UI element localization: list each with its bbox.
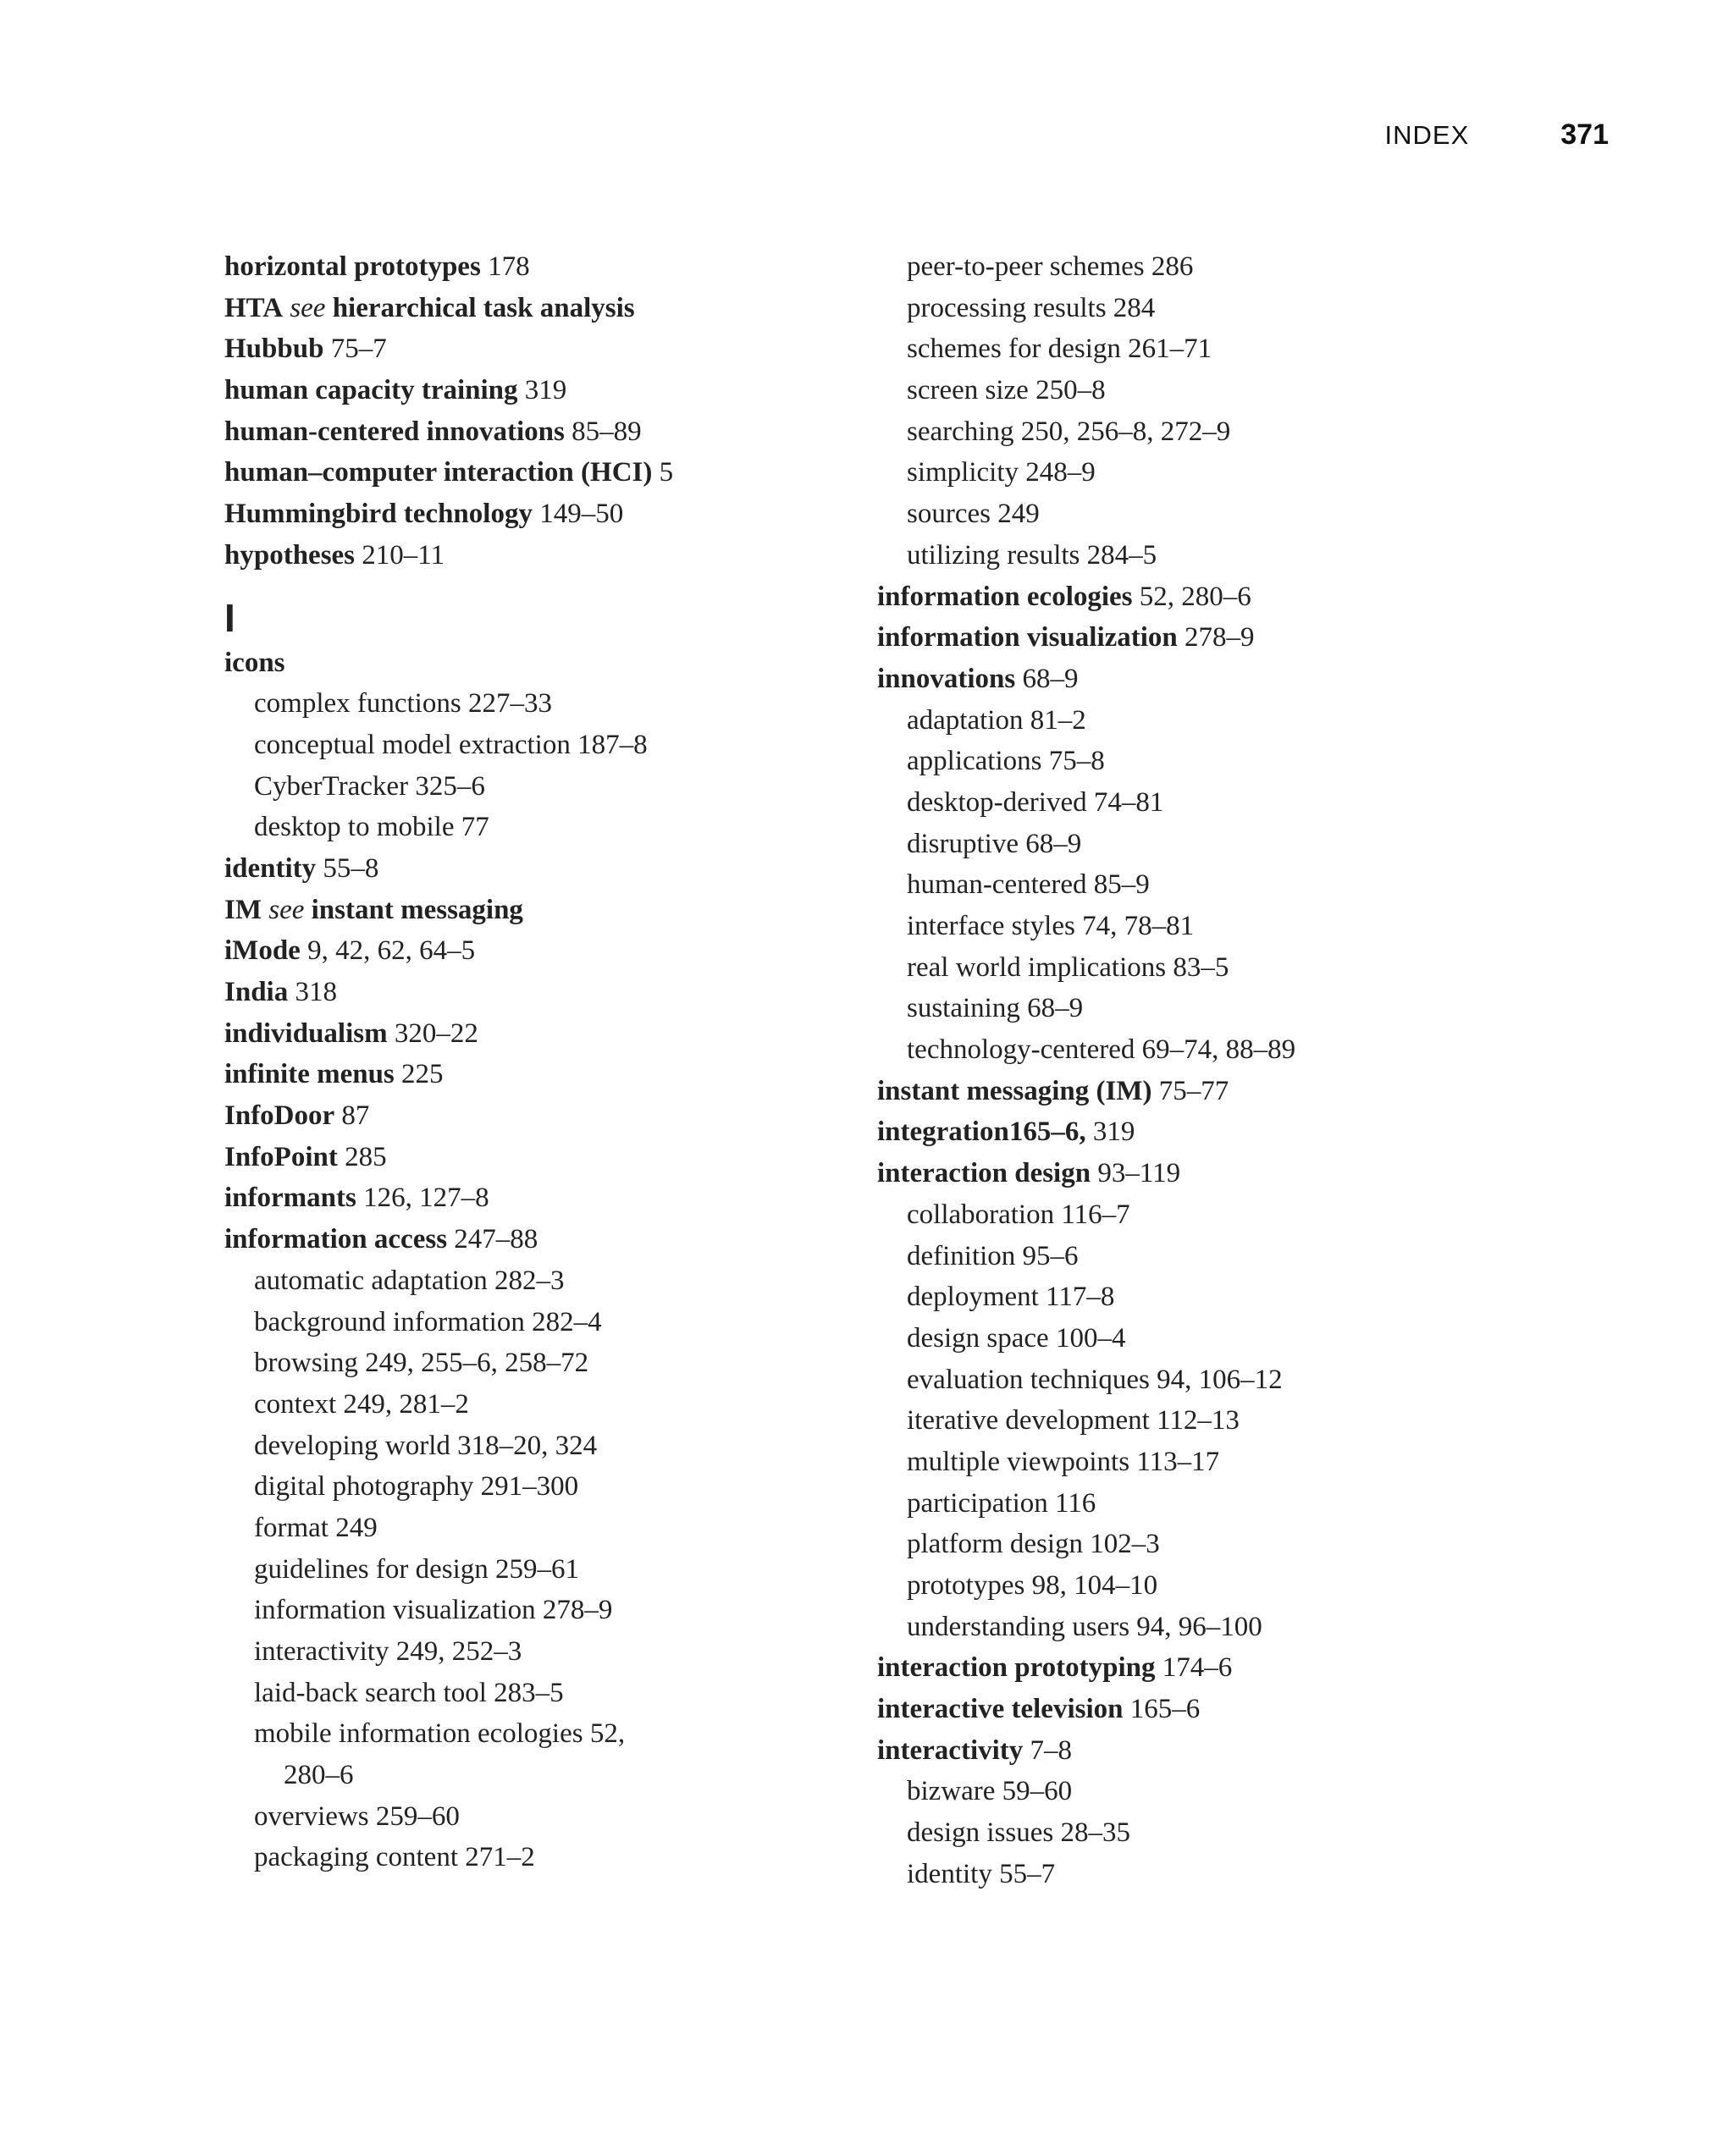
index-subentry: simplicity 248–9 (907, 457, 1096, 488)
index-subentry: automatic adaptation 282–3 (254, 1265, 565, 1296)
running-head (1385, 119, 1609, 152)
entry-term: horizontal prototypes (224, 251, 481, 282)
index-subentry: peer-to-peer schemes 286 (907, 251, 1194, 282)
cross-reference-entry (224, 288, 868, 329)
entry-pages: 320–22 (394, 1017, 478, 1049)
entry-term: interaction design (877, 1158, 1091, 1189)
index-subentry: laid-back search tool 283–5 (254, 1677, 564, 1708)
index-column-right (877, 246, 1605, 1895)
entry-pages: 165–6 (1129, 1694, 1201, 1725)
index-subentry: participation 116 (907, 1487, 1096, 1519)
index-entry (877, 659, 1605, 700)
index-entries-h (224, 246, 868, 576)
index-entry (224, 411, 868, 453)
see-word: see (268, 894, 305, 925)
entry-term: HTA (224, 292, 284, 323)
index-subentry: CyberTracker 325–6 (254, 770, 485, 802)
index-subentry: bizware 59–60 (907, 1776, 1073, 1807)
index-entry (224, 535, 868, 576)
index-entry (224, 930, 868, 972)
see-target: instant messaging (311, 894, 523, 925)
entry-term: human capacity training (224, 375, 518, 406)
see-word: see (290, 292, 326, 323)
index-entry (224, 1095, 868, 1137)
entry-pages: 9, 42, 62, 64–5 (307, 935, 476, 967)
entry-pages: 75–7 (330, 334, 387, 365)
entry-term: information visualization (877, 622, 1178, 653)
entry-pages: 247–88 (454, 1224, 538, 1255)
index-subentry-continuation: 280–6 (284, 1760, 354, 1791)
entry-term: human–computer interaction (HCI) (224, 457, 653, 488)
index-entries-continued (877, 246, 1605, 1895)
entry-term: India (224, 977, 289, 1007)
entry-pages: 319 (524, 375, 567, 406)
index-subentry: searching 250, 256–8, 272–9 (907, 416, 1231, 447)
index-entry (224, 1013, 868, 1055)
index-entry (877, 576, 1605, 618)
index-subentry: overviews 259–60 (254, 1800, 460, 1832)
entry-term: information access (224, 1224, 448, 1255)
index-subentry: guidelines for design 259–61 (254, 1553, 580, 1585)
entry-term: InfoDoor (224, 1100, 335, 1132)
index-entry (877, 1647, 1605, 1689)
index-subentry: mobile information ecologies 52, (254, 1718, 626, 1750)
index-entry (877, 1111, 1605, 1153)
entry-term: innovations (877, 663, 1016, 694)
index-entry (877, 1689, 1605, 1730)
index-subentry: prototypes 98, 104–10 (907, 1570, 1158, 1601)
index-subentry: evaluation techniques 94, 106–12 (907, 1364, 1283, 1395)
entry-term: icons (224, 647, 285, 678)
entry-term: InfoPoint (224, 1141, 338, 1172)
index-entry (224, 972, 868, 1013)
index-entry (877, 1071, 1605, 1112)
entry-pages: 149–50 (539, 499, 624, 530)
entry-term: Hubbub (224, 334, 324, 365)
page-number: 371 (1560, 119, 1609, 151)
section-letter: I (224, 595, 235, 640)
index-entry (224, 494, 868, 535)
index-entry (224, 370, 868, 411)
entry-term: identity (224, 852, 317, 884)
cross-reference-entry (224, 890, 868, 931)
index-subentry: applications 75–8 (907, 746, 1105, 777)
index-entries-i (224, 642, 868, 1879)
entry-pages: 318 (295, 977, 337, 1007)
entry-term: information ecologies (877, 581, 1133, 612)
entry-term: integration165–6, (877, 1117, 1086, 1148)
entry-term: interactive television (877, 1694, 1124, 1725)
entry-pages: 75–77 (1158, 1075, 1229, 1106)
index-subentry: human-centered 85–9 (907, 869, 1150, 901)
index-subentry: conceptual model extraction 187–8 (254, 729, 648, 760)
index-entry (224, 1177, 868, 1219)
index-subentry: definition 95–6 (907, 1240, 1079, 1271)
index-subentry: screen size 250–8 (907, 375, 1106, 406)
index-subentry: deployment 117–8 (907, 1282, 1115, 1313)
entry-pages: 5 (659, 457, 674, 488)
entry-pages: 68–9 (1022, 663, 1079, 694)
index-subentry: disruptive 68–9 (907, 828, 1082, 859)
entry-pages: 278–9 (1185, 622, 1255, 653)
index-entry (877, 1153, 1605, 1194)
index-subentry: collaboration 116–7 (907, 1199, 1130, 1230)
entry-term: iMode (224, 935, 301, 967)
entry-pages: 178 (488, 251, 530, 282)
index-entry (224, 452, 868, 494)
entry-pages: 87 (341, 1100, 370, 1132)
entry-term: informants (224, 1183, 356, 1214)
index-subentry: multiple viewpoints 113–17 (907, 1446, 1220, 1477)
index-subentry: interactivity 249, 252–3 (254, 1636, 522, 1667)
index-subentry: desktop-derived 74–81 (907, 786, 1164, 818)
index-entry (224, 1054, 868, 1095)
index-subentry: developing world 318–20, 324 (254, 1430, 598, 1461)
index-subentry: design space 100–4 (907, 1322, 1126, 1354)
index-subentry: utilizing results 284–5 (907, 539, 1157, 571)
index-subentry: packaging content 271–2 (254, 1842, 535, 1873)
entry-term: individualism (224, 1017, 388, 1049)
index-subentry: identity 55–7 (907, 1858, 1056, 1889)
index-entry (224, 246, 868, 288)
index-subentry: sustaining 68–9 (907, 993, 1084, 1024)
index-subentry: information visualization 278–9 (254, 1595, 613, 1626)
index-subentry: platform design 102–3 (907, 1529, 1160, 1560)
index-entry (877, 1730, 1605, 1772)
entry-term: human-centered innovations (224, 416, 565, 447)
index-entry (224, 1219, 868, 1260)
index-subentry: complex functions 227–33 (254, 688, 552, 720)
index-subentry: understanding users 94, 96–100 (907, 1611, 1262, 1642)
index-subentry: interface styles 74, 78–81 (907, 911, 1195, 941)
index-column-left (224, 246, 868, 1878)
entry-term: infinite menus (224, 1059, 395, 1090)
entry-pages: 285 (345, 1141, 387, 1172)
entry-term: IM (224, 894, 262, 925)
running-head-label: INDEX (1384, 120, 1470, 150)
entry-pages: 210–11 (362, 539, 445, 571)
entry-pages: 52, 280–6 (1139, 581, 1251, 612)
index-subentry: processing results 284 (907, 292, 1156, 323)
entry-pages: 225 (401, 1059, 444, 1090)
entry-pages: 126, 127–8 (363, 1183, 489, 1214)
index-entry (224, 642, 868, 684)
entry-term: interaction prototyping (877, 1652, 1156, 1684)
index-subentry: iterative development 112–13 (907, 1405, 1240, 1436)
index-subentry: format 249 (254, 1512, 378, 1543)
entry-term: hypotheses (224, 539, 356, 571)
entry-term: Hummingbird technology (224, 499, 533, 530)
index-subentry: design issues 28–35 (907, 1817, 1130, 1849)
entry-pages: 93–119 (1097, 1158, 1181, 1189)
index-subentry: schemes for design 261–71 (907, 334, 1212, 365)
index-subentry: browsing 249, 255–6, 258–72 (254, 1348, 589, 1379)
index-subentry: real world implications 83–5 (907, 951, 1229, 983)
entry-pages: 55–8 (323, 852, 379, 884)
entry-pages: 319 (1092, 1117, 1135, 1148)
index-subentry: context 249, 281–2 (254, 1388, 469, 1420)
entry-term: interactivity (877, 1734, 1024, 1766)
index-subentry: desktop to mobile 77 (254, 812, 489, 843)
see-target: hierarchical task analysis (332, 292, 635, 323)
entry-pages: 7–8 (1030, 1734, 1073, 1766)
entry-term: instant messaging (IM) (877, 1075, 1152, 1106)
index-entry (877, 617, 1605, 659)
index-entry (224, 1137, 868, 1178)
index-entry (224, 848, 868, 890)
index-subentry: digital photography 291–300 (254, 1471, 579, 1503)
index-subentry: technology-centered 69–74, 88–89 (907, 1034, 1296, 1066)
index-subentry: sources 249 (907, 499, 1040, 530)
index-entry (224, 328, 868, 370)
index-subentry: background information 282–4 (254, 1306, 602, 1337)
entry-pages: 174–6 (1162, 1652, 1233, 1684)
index-subentry: adaptation 81–2 (907, 704, 1086, 736)
entry-pages: 85–89 (572, 416, 642, 447)
